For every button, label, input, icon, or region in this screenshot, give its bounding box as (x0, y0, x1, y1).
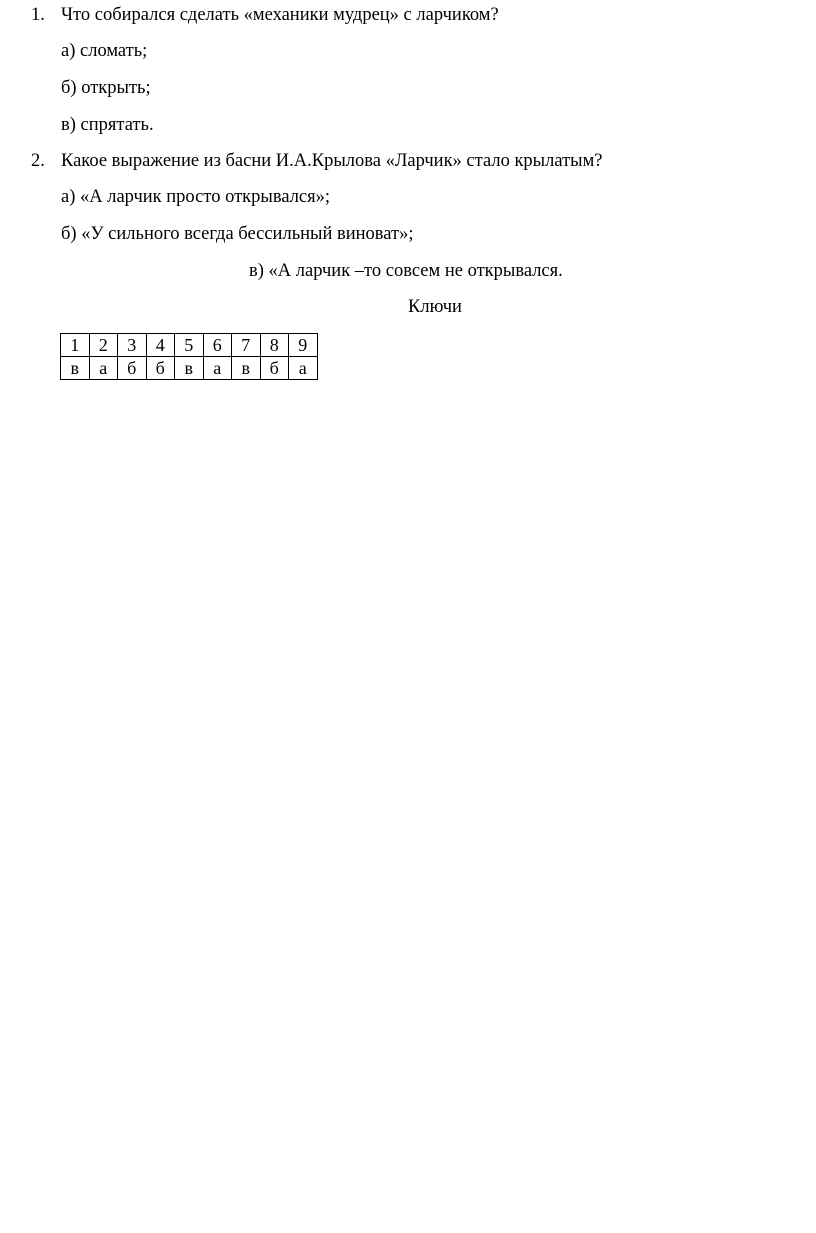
key-answer-cell: б (260, 357, 289, 380)
question-2-option-a: а) «А ларчик просто открывался»; (61, 187, 331, 207)
key-answer-cell: в (61, 357, 90, 380)
question-1-text: Что собирался сделать «механики мудрец» с ларчиком? (61, 5, 499, 25)
key-answer-cell: в (175, 357, 204, 380)
key-number-cell: 6 (203, 334, 232, 357)
question-1-number: 1. (31, 5, 45, 25)
answer-key-answers-row (61, 357, 318, 380)
key-number-cell: 8 (260, 334, 289, 357)
question-1-option-a: а) сломать; (61, 41, 148, 61)
key-answer-cell: б (146, 357, 175, 380)
answer-key-table (60, 333, 318, 380)
answer-key-numbers-row (61, 334, 318, 357)
key-number-cell: 9 (289, 334, 318, 357)
question-1-option-c: в) спрятать. (61, 115, 154, 135)
key-number-cell: 2 (89, 334, 118, 357)
key-answer-cell: в (232, 357, 261, 380)
key-number-cell: 1 (61, 334, 90, 357)
key-number-cell: 3 (118, 334, 147, 357)
question-2-number: 2. (31, 151, 45, 171)
question-2-option-c: в) «А ларчик –то совсем не открывался. (249, 261, 563, 281)
key-answer-cell: а (89, 357, 118, 380)
key-number-cell: 7 (232, 334, 261, 357)
keys-title: Ключи (408, 297, 462, 317)
key-number-cell: 5 (175, 334, 204, 357)
key-answer-cell: а (289, 357, 318, 380)
key-number-cell: 4 (146, 334, 175, 357)
question-1-option-b: б) открыть; (61, 78, 151, 98)
question-2-option-b: б) «У сильного всегда бессильный виноват»; (61, 224, 414, 244)
question-2-text: Какое выражение из басни И.А.Крылова «Ларчик» стало крылатым? (61, 151, 603, 171)
key-answer-cell: б (118, 357, 147, 380)
key-answer-cell: а (203, 357, 232, 380)
